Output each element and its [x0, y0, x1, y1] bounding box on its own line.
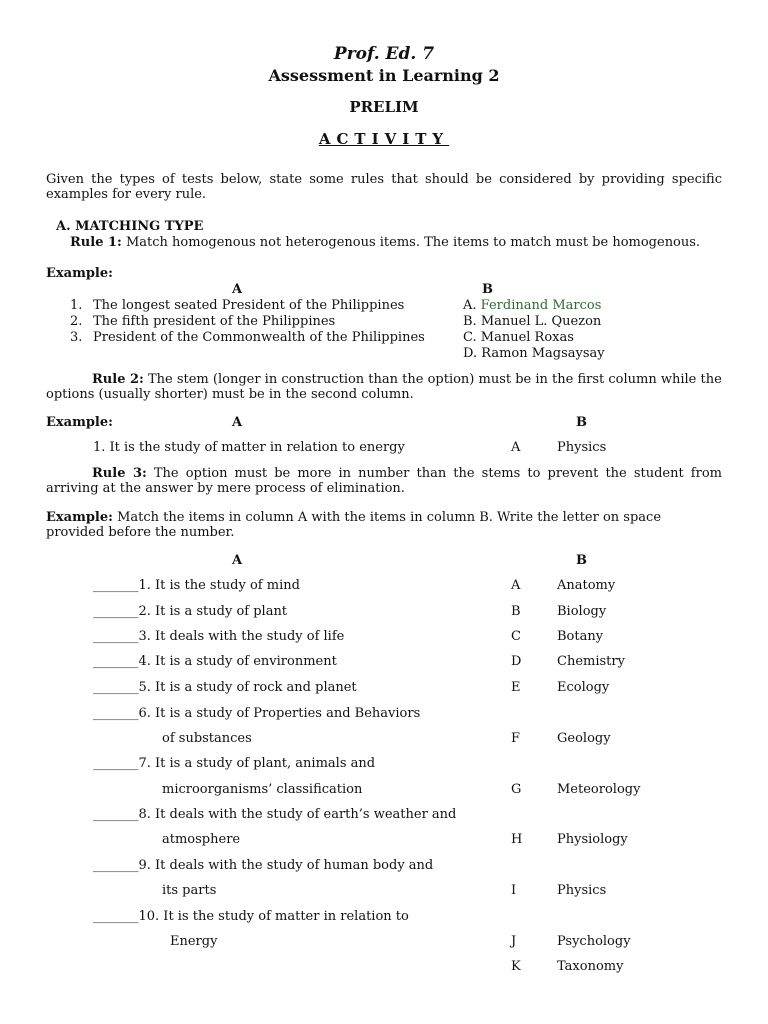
answer-stem [93, 909, 409, 924]
option-letter: G [511, 782, 522, 797]
example-1-item: President of the Commonwealth of the Philippines [93, 330, 425, 345]
example-3-col-a: A [232, 553, 243, 568]
example-2-stem: 1. It is the study of matter in relation to energy [93, 440, 405, 455]
example-1-option [463, 346, 605, 361]
option-letter: A. [463, 298, 477, 313]
option-letter: I [511, 883, 517, 898]
stem-continuation: atmosphere [162, 832, 241, 847]
answer-stem [93, 578, 300, 593]
example-1-label: Example: [46, 266, 113, 281]
rule-3 [46, 466, 722, 496]
answer-stem [93, 604, 287, 619]
answer-blank[interactable]: _______ [93, 680, 139, 695]
option-text: Meteorology [557, 782, 641, 797]
rule-1-label: Rule 1: [70, 235, 122, 250]
example-1-option [463, 314, 601, 329]
answer-blank[interactable]: _______ [93, 654, 139, 669]
rule-2 [46, 372, 722, 402]
example-3-col-b: B [576, 553, 587, 568]
example-1-item-num: 3. [70, 330, 83, 345]
example-1-item-num: 2. [70, 314, 83, 329]
option-letter: J [511, 934, 517, 949]
example-3-label: Example: [46, 510, 113, 525]
example-1-option [463, 298, 601, 313]
option-text: Physics [557, 883, 607, 898]
stem-continuation: Energy [170, 934, 218, 949]
rule-2-label: Rule 2: [92, 372, 144, 387]
stem-continuation: microorganisms’ classification [162, 782, 363, 797]
example-1-item-num: 1. [70, 298, 83, 313]
option-text: Ramon Magsaysay [481, 346, 605, 361]
answer-blank[interactable]: _______ [93, 578, 139, 593]
answer-blank[interactable]: _______ [93, 756, 139, 771]
answer-blank[interactable]: _______ [93, 706, 139, 721]
option-text: Manuel L. Quezon [480, 314, 602, 329]
stem-continuation: its parts [162, 883, 217, 898]
option-letter: B. [463, 314, 477, 329]
option-letter: B [511, 604, 521, 619]
answer-stem [93, 807, 456, 822]
option-text: Anatomy [557, 578, 616, 593]
stem-text: 10. It is the study of matter in relation to [138, 909, 409, 924]
answer-blank[interactable]: _______ [93, 807, 139, 822]
example-2-letter: A [511, 440, 521, 455]
option-letter: K [511, 959, 521, 974]
option-text: Ecology [557, 680, 610, 695]
answer-stem [93, 858, 433, 873]
option-text: Physiology [557, 832, 628, 847]
stem-text: 6. It is a study of Properties and Behaviors [138, 706, 421, 721]
option-letter: A [511, 578, 521, 593]
example-3-intro [46, 510, 722, 540]
option-text: Chemistry [557, 654, 625, 669]
option-letter: E [511, 680, 521, 695]
example-1-item: The longest seated President of the Philippines [93, 298, 405, 313]
option-text: Geology [557, 731, 611, 746]
course-title: Prof. Ed. 7 [333, 44, 435, 64]
activity-title: ACTIVITY [318, 130, 450, 148]
stem-text: 9. It deals with the study of human body and [138, 858, 434, 873]
rule-3-text: The option must be more in number than the stems to prevent the student from arriving at the answer by mere process of elimination. [46, 466, 722, 496]
option-text: Ferdinand Marcos [480, 298, 602, 313]
stem-text: 2. It is a study of plant [138, 604, 288, 619]
answer-stem [93, 629, 344, 644]
option-letter: C. [463, 330, 477, 345]
rule-1 [46, 235, 722, 250]
example-1-option [463, 330, 574, 345]
example-2-col-b: B [576, 415, 587, 430]
stem-text: 4. It is a study of environment [138, 654, 337, 669]
instructions: Given the types of tests below, state some rules that should be considered by providing specific examples for every rule. [46, 172, 722, 202]
answer-stem [93, 654, 337, 669]
rule-2-text: The stem (longer in construction than the option) must be in the first column while the options (usually shorter) must be in the second column. [46, 372, 722, 402]
option-letter: C [511, 629, 521, 644]
example-1-item: The fifth president of the Philippines [93, 314, 336, 329]
stem-text: 1. It is the study of mind [138, 578, 300, 593]
option-text: Psychology [557, 934, 631, 949]
rule-1-text: Match homogenous not heterogenous items. The items to match must be homogenous. [121, 235, 701, 250]
answer-blank[interactable]: _______ [93, 604, 139, 619]
rule-3-label: Rule 3: [92, 466, 147, 481]
stem-continuation: of substances [162, 731, 252, 746]
section-a-heading: A. MATCHING TYPE [56, 219, 204, 234]
answer-stem [93, 756, 375, 771]
answer-blank[interactable]: _______ [93, 858, 139, 873]
option-letter: D. [463, 346, 478, 361]
option-letter: H [511, 832, 523, 847]
example-2-col-a: A [232, 415, 243, 430]
option-letter: F [511, 731, 521, 746]
option-letter: D [511, 654, 522, 669]
example-2-label: Example: [46, 415, 113, 430]
subject-title: Assessment in Learning 2 [268, 66, 500, 85]
example-3-text: Match the items in column A with the items in column B. Write the letter on space provided before the number. [46, 510, 662, 540]
stem-text: 5. It is a study of rock and planet [138, 680, 357, 695]
stem-text: 8. It deals with the study of earth’s weather and [138, 807, 457, 822]
option-text: Botany [557, 629, 604, 644]
stem-text: 3. It deals with the study of life [138, 629, 345, 644]
example-2-option: Physics [557, 440, 607, 455]
stem-text: 7. It is a study of plant, animals and [138, 756, 376, 771]
option-text: Manuel Roxas [480, 330, 574, 345]
option-text: Taxonomy [557, 959, 624, 974]
answer-blank[interactable]: _______ [93, 909, 139, 924]
term-title: PRELIM [349, 98, 419, 116]
example-1-col-a: A [232, 282, 243, 297]
option-text: Biology [557, 604, 607, 619]
answer-stem [93, 680, 357, 695]
example-1-col-b: B [482, 282, 493, 297]
answer-blank[interactable]: _______ [93, 629, 139, 644]
answer-stem [93, 706, 420, 721]
